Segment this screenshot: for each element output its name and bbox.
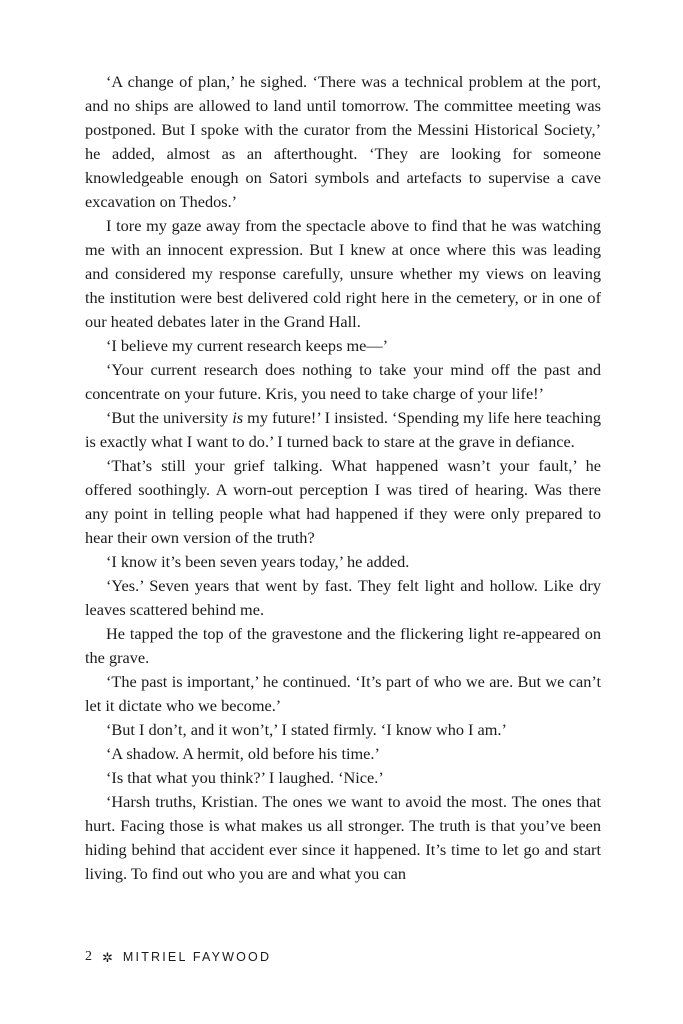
flower-ornament-icon: ✲ bbox=[102, 949, 113, 965]
paragraph-text: ‘I know it’s been seven years today,’ he added. bbox=[106, 552, 410, 571]
paragraph-8 bbox=[85, 574, 601, 622]
paragraph-11 bbox=[85, 718, 601, 742]
paragraph-14 bbox=[85, 790, 601, 886]
paragraph-6 bbox=[85, 454, 601, 550]
paragraph-text: I tore my gaze away from the spectacle above to find that he was watching me with an innocent expression. But I knew at once where this was leading and considered my response carefully, unsure whether my views on leaving the institution were best delivered cold right here in the cemetery, or in one of our heated debates later in the Grand Hall. bbox=[85, 216, 601, 331]
paragraph-text: He tapped the top of the gravestone and the flickering light re-appeared on the grave. bbox=[85, 624, 601, 667]
paragraph-text: ‘Is that what you think?’ I laughed. ‘Nice.’ bbox=[106, 768, 384, 787]
paragraph-4 bbox=[85, 358, 601, 406]
paragraph-7 bbox=[85, 550, 601, 574]
paragraph-text: ‘I believe my current research keeps me—’ bbox=[106, 336, 389, 355]
page-footer bbox=[85, 947, 271, 967]
paragraph-10 bbox=[85, 670, 601, 718]
paragraph-13 bbox=[85, 766, 601, 790]
paragraph-1 bbox=[85, 70, 601, 214]
paragraph-5 bbox=[85, 406, 601, 454]
page-number: 2 bbox=[85, 949, 92, 964]
paragraph-text: ‘Yes.’ Seven years that went by fast. They felt light and hollow. Like dry leaves scattered behind me. bbox=[85, 576, 601, 619]
paragraph-text: my future!’ I insisted. ‘Spending my life here teaching is exactly what I want to do.’ I turned back to stare at the grave in defiance. bbox=[85, 408, 601, 451]
paragraph-text: ‘The past is important,’ he continued. ‘It’s part of who we are. But we can’t let it dictate who we become.’ bbox=[85, 672, 601, 715]
paragraph-text: ‘A shadow. A hermit, old before his time.’ bbox=[106, 744, 380, 763]
paragraph-text: ‘A change of plan,’ he sighed. ‘There was a technical problem at the port, and no ships are allowed to land until tomorrow. The committee meeting was postponed. But I spoke with the curator from the Messini Historical Society,’ he added, almost as an afterthought. ‘They are looking for someone knowledgeable enough on Satori symbols and artefacts to supervise a cave excavation on Thedos.’ bbox=[85, 72, 601, 211]
paragraph-text: ‘But I don’t, and it won’t,’ I stated firmly. ‘I know who I am.’ bbox=[106, 720, 507, 739]
paragraph-9 bbox=[85, 622, 601, 670]
paragraph-text: ‘Your current research does nothing to take your mind off the past and concentrate on your future. Kris, you need to take charge of your life!’ bbox=[85, 360, 601, 403]
paragraph-12 bbox=[85, 742, 601, 766]
paragraph-text: ‘Harsh truths, Kristian. The ones we want to avoid the most. The ones that hurt. Facing those is what makes us all stronger. The truth is that you’ve been hiding behind that accident ever since it happened. It’s time to let go and start living. To find out who you are and what you can bbox=[85, 792, 601, 883]
paragraph-3 bbox=[85, 334, 601, 358]
paragraph-text: ‘But the university bbox=[106, 408, 233, 427]
paragraph-2 bbox=[85, 214, 601, 334]
paragraph-text: ‘That’s still your grief talking. What happened wasn’t your fault,’ he offered soothingly. A worn-out perception I was tired of hearing. Was there any point in telling people what had happened if they were only prepared to hear their own version of the truth? bbox=[85, 456, 601, 547]
book-page-body bbox=[85, 70, 601, 886]
author-name: MITRIEL FAYWOOD bbox=[122, 950, 272, 964]
emphasized-word: is bbox=[232, 408, 244, 427]
